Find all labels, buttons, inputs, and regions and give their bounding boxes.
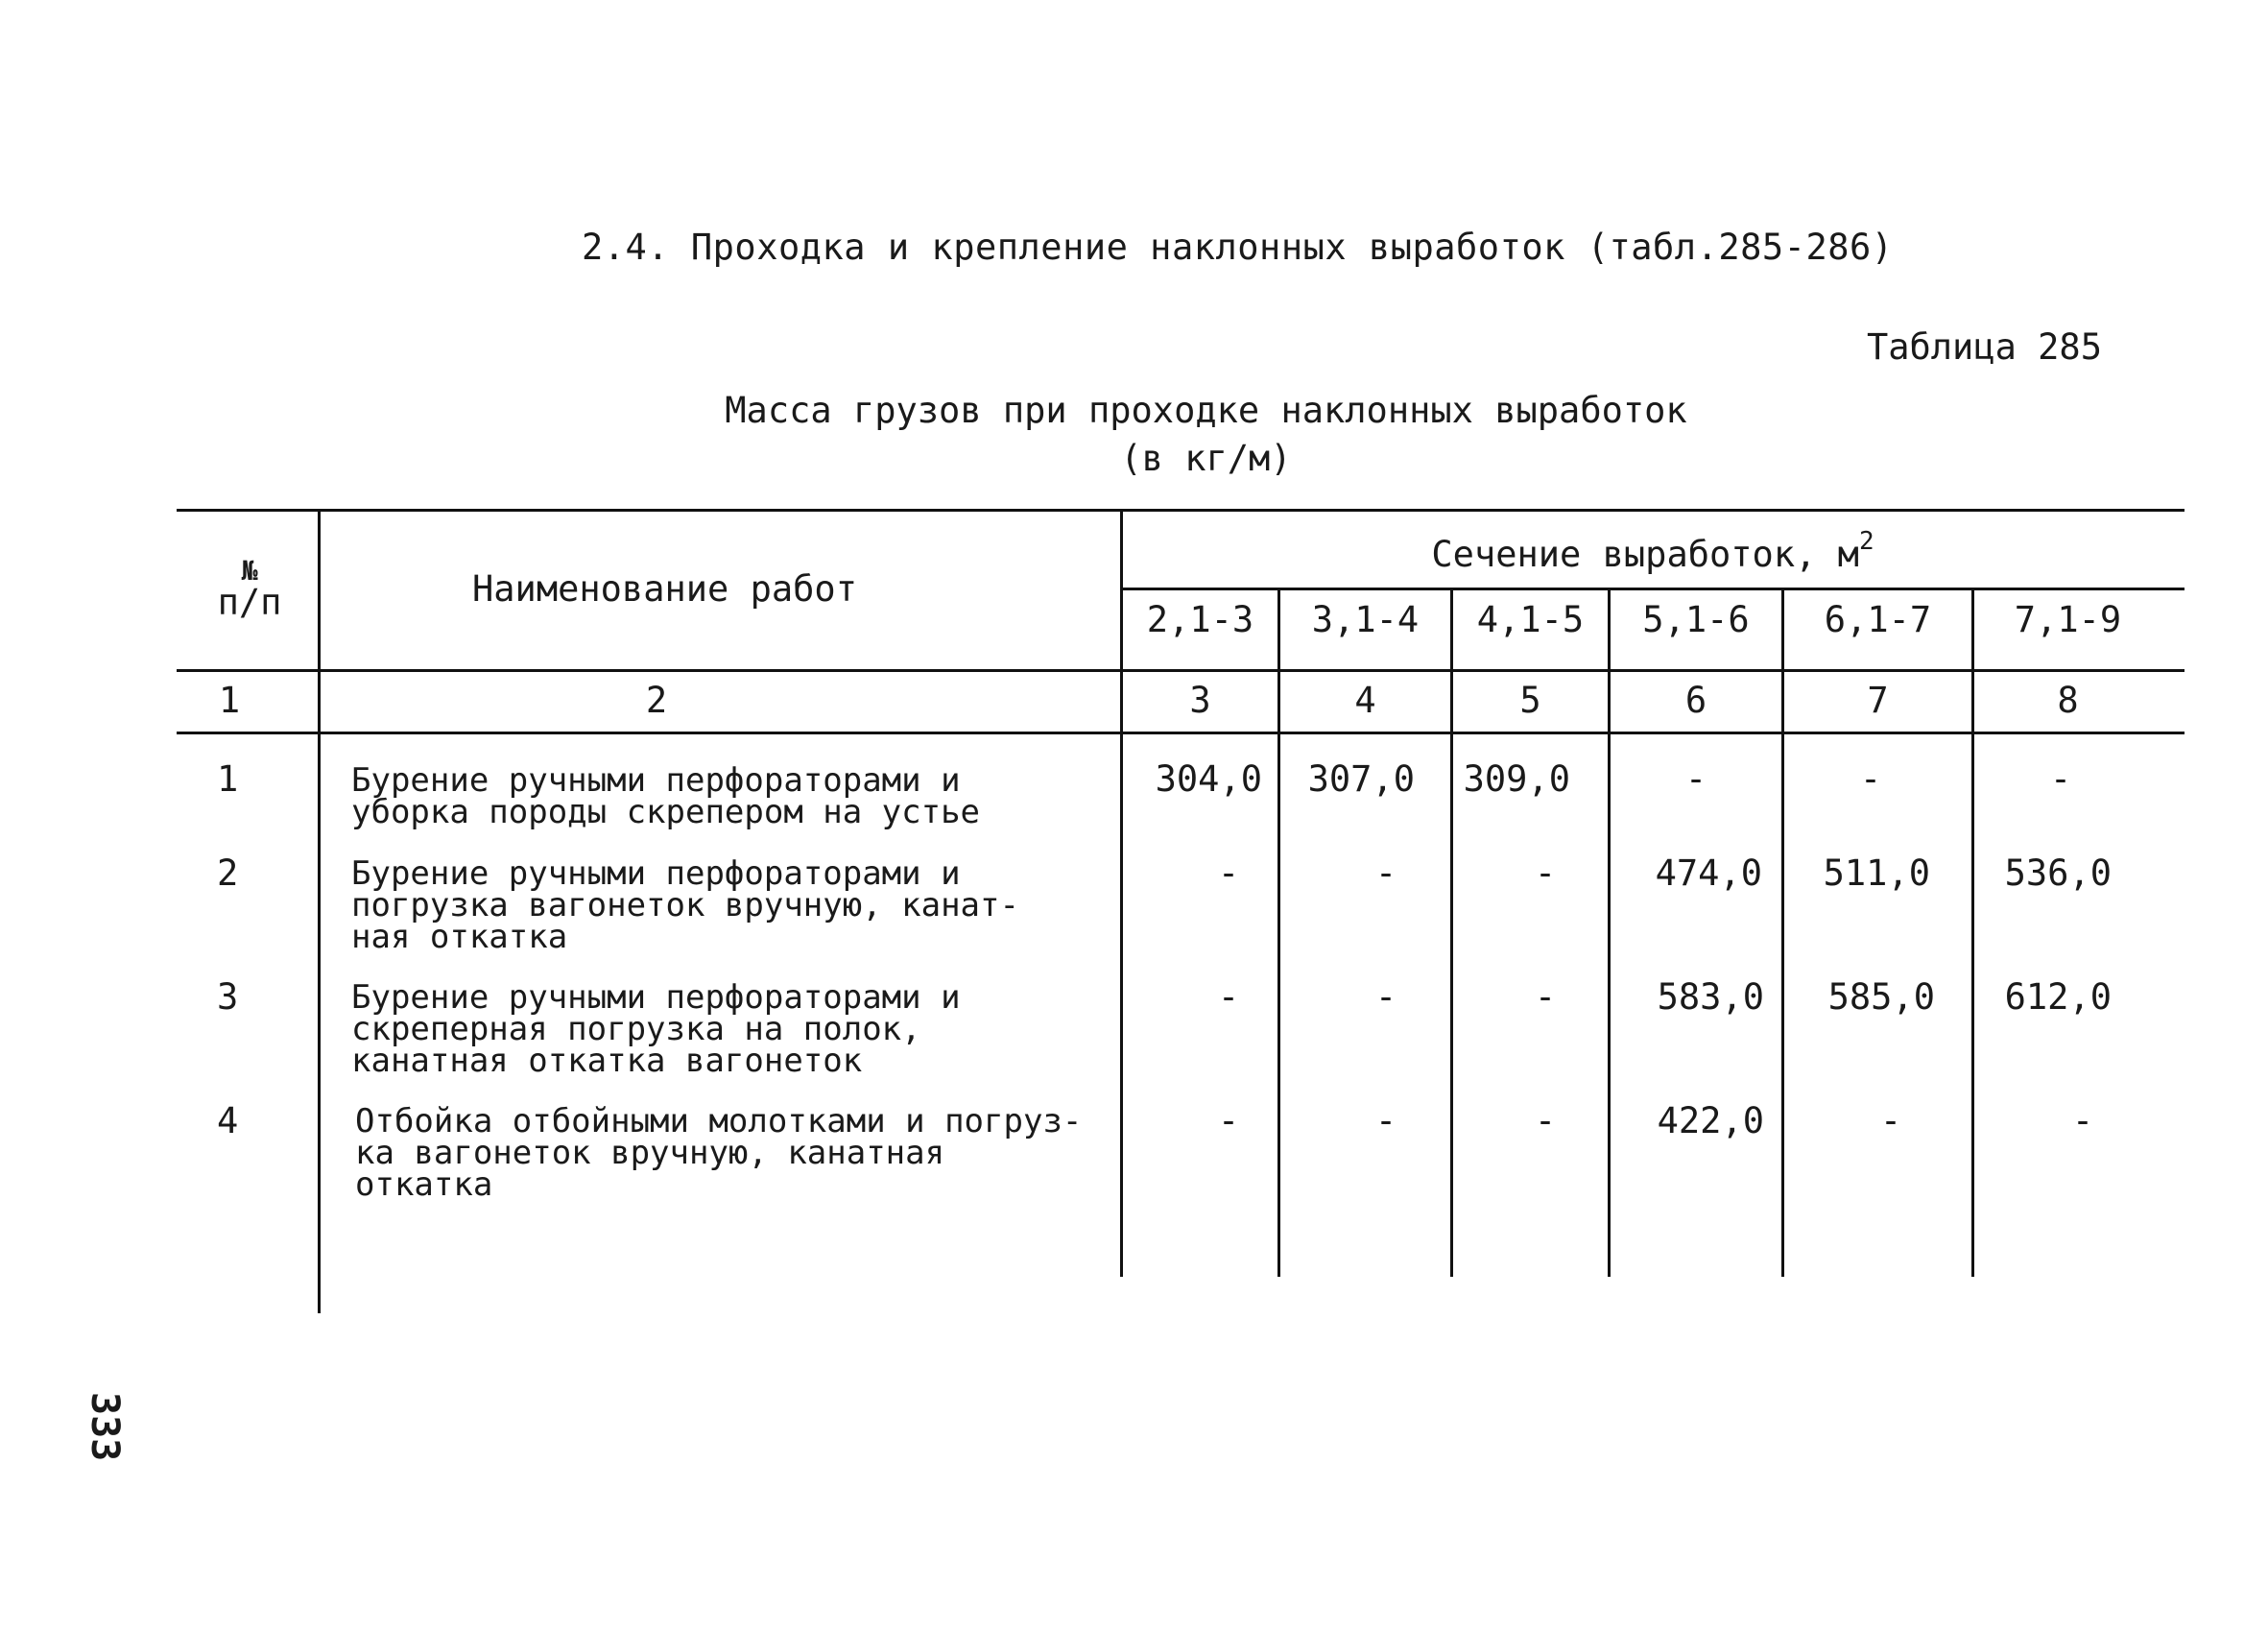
header-bottom-rule <box>177 669 2184 672</box>
value-cell: - <box>1217 852 1240 894</box>
section-subheader-rule <box>1121 588 2184 590</box>
value-cell: - <box>1374 1100 1397 1141</box>
work-name: Бурение ручными перфораторами и скреперная погрузка на полок, канатная откатка вагонеток <box>351 978 961 1080</box>
section-col-4: 3,1-4 <box>1311 599 1420 640</box>
colnum-bottom-rule <box>177 732 2184 734</box>
section-col-8: 7,1-9 <box>2014 599 2122 640</box>
section-header-sup: 2 <box>1858 527 1874 556</box>
name-header: Наименование работ <box>472 568 857 610</box>
value-cell: 307,0 <box>1307 758 1415 800</box>
value-cell: - <box>2049 758 2072 800</box>
page-number: 333 <box>83 1392 127 1462</box>
section-header <box>1121 527 2184 575</box>
value-cell: 511,0 <box>1823 852 1930 894</box>
value-cell: 304,0 <box>1155 758 1262 800</box>
colnum-7: 7 <box>1867 680 1889 721</box>
colnum-5: 5 <box>1519 680 1541 721</box>
value-cell: - <box>1217 1100 1240 1141</box>
table-top-rule <box>177 509 2184 512</box>
value-cell: - <box>1859 758 1882 800</box>
value-cell: 536,0 <box>2004 852 2112 894</box>
section-col-6: 5,1-6 <box>1642 599 1750 640</box>
value-cell: 612,0 <box>2004 976 2112 1018</box>
value-cell: 583,0 <box>1657 976 1764 1018</box>
colnum-4: 4 <box>1354 680 1376 721</box>
value-cell: - <box>1534 1100 1557 1141</box>
row-number: 1 <box>217 758 239 800</box>
value-cell: 585,0 <box>1827 976 1935 1018</box>
work-name: Бурение ручными перфораторами и погрузка вагонеток вручную, канат- ная откатка <box>351 854 1019 956</box>
value-cell: - <box>1374 852 1397 894</box>
value-cell: - <box>1217 976 1240 1018</box>
value-cell: - <box>1879 1100 1902 1141</box>
section-col-5: 4,1-5 <box>1476 599 1585 640</box>
work-name: Отбойка отбойными молотками и погруз- ка вагонеток вручную, канатная откатка <box>355 1102 1083 1204</box>
table-caption: Масса грузов при проходке наклонных выработок <box>725 390 1687 431</box>
value-cell: 474,0 <box>1655 852 1762 894</box>
section-title: 2.4. Проходка и крепление наклонных выработок (табл.285-286) <box>582 227 1894 268</box>
colnum-3: 3 <box>1189 680 1211 721</box>
work-name: Бурение ручными перфораторами и уборка породы скрепером на устье <box>351 761 981 831</box>
value-cell: 422,0 <box>1657 1100 1764 1141</box>
value-cell: - <box>2071 1100 2094 1141</box>
section-header-label: Сечение выработок, м <box>1431 534 1859 575</box>
row-number: 2 <box>217 852 239 894</box>
value-cell: - <box>1684 758 1707 800</box>
num-mark: № <box>241 555 258 587</box>
num-header: п/п <box>217 582 282 623</box>
section-col-3: 2,1-3 <box>1146 599 1254 640</box>
value-cell: - <box>1534 976 1557 1018</box>
colnum-6: 6 <box>1684 680 1707 721</box>
col-divider-num <box>318 509 321 1313</box>
value-cell: 309,0 <box>1463 758 1570 800</box>
colnum-1: 1 <box>218 680 241 721</box>
colnum-8: 8 <box>2057 680 2079 721</box>
row-number: 3 <box>217 976 239 1018</box>
section-col-7: 6,1-7 <box>1824 599 1932 640</box>
value-cell: - <box>1374 976 1397 1018</box>
value-cell: - <box>1534 852 1557 894</box>
table-number: Таблица 285 <box>1866 326 2102 368</box>
row-number: 4 <box>217 1100 239 1141</box>
colnum-2: 2 <box>645 680 668 721</box>
table-caption-units: (в кг/м) <box>1120 438 1292 479</box>
